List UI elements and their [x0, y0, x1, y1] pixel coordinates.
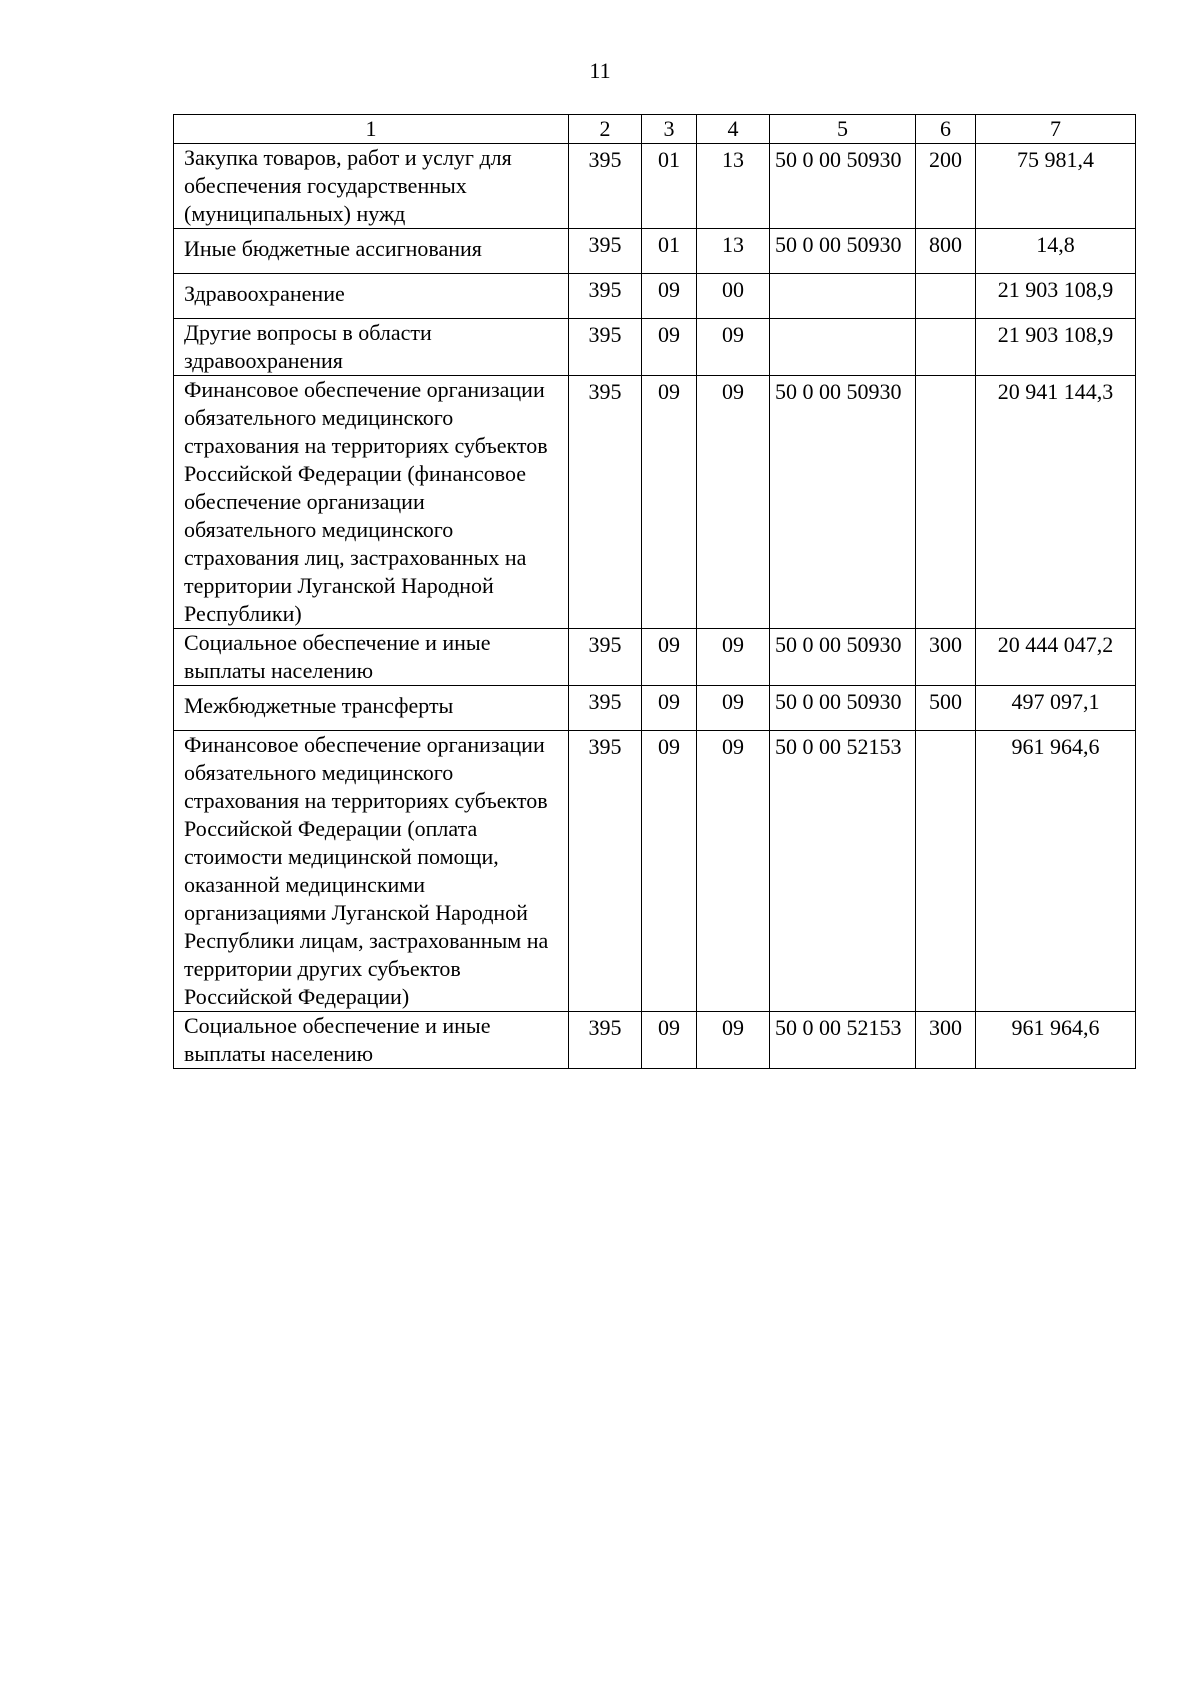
row-sum: 20 444 047,2 [976, 629, 1136, 686]
budget-table [173, 114, 1136, 1069]
row-csr: 50 0 00 52153 [770, 731, 916, 1012]
row-pr: 09 [697, 319, 770, 376]
column-header: 7 [976, 115, 1136, 144]
row-grbs: 395 [569, 274, 642, 319]
page-number: 11 [589, 58, 611, 83]
column-header: 3 [642, 115, 697, 144]
row-vr: 300 [916, 1012, 976, 1069]
row-csr: 50 0 00 50930 [770, 229, 916, 274]
row-vr [916, 376, 976, 629]
row-name: Межбюджетные трансферты [174, 686, 569, 731]
row-name: Социальное обеспечение и иные выплаты населению [174, 629, 569, 686]
row-rz: 09 [642, 686, 697, 731]
table-row [174, 731, 1136, 1012]
row-vr: 300 [916, 629, 976, 686]
row-pr: 00 [697, 274, 770, 319]
table-row [174, 229, 1136, 274]
column-header: 2 [569, 115, 642, 144]
table-row [174, 686, 1136, 731]
row-grbs: 395 [569, 144, 642, 229]
row-vr [916, 731, 976, 1012]
row-vr [916, 319, 976, 376]
row-name: Другие вопросы в области здравоохранения [174, 319, 569, 376]
column-header: 6 [916, 115, 976, 144]
row-vr [916, 274, 976, 319]
row-grbs: 395 [569, 686, 642, 731]
row-grbs: 395 [569, 319, 642, 376]
row-name: Финансовое обеспечение организации обязательного медицинского страхования на территориях субъектов Российской Федерации (оплата стоимости медицинской помощи, оказанной медицинскими организациями Луганской Народной Республики лицам, застрахованным на территории других субъектов Российской Федерации) [174, 731, 569, 1012]
column-header: 1 [174, 115, 569, 144]
table-row [174, 629, 1136, 686]
row-pr: 13 [697, 144, 770, 229]
row-rz: 01 [642, 144, 697, 229]
row-grbs: 395 [569, 229, 642, 274]
row-pr: 09 [697, 376, 770, 629]
table-row [174, 1012, 1136, 1069]
row-name: Здравоохранение [174, 274, 569, 319]
row-csr: 50 0 00 50930 [770, 686, 916, 731]
row-pr: 13 [697, 229, 770, 274]
table-header-row [174, 115, 1136, 144]
column-header: 5 [770, 115, 916, 144]
row-name: Закупка товаров, работ и услуг для обеспечения государственных (муниципальных) нужд [174, 144, 569, 229]
row-name: Социальное обеспечение и иные выплаты населению [174, 1012, 569, 1069]
row-grbs: 395 [569, 1012, 642, 1069]
table-row [174, 144, 1136, 229]
row-pr: 09 [697, 731, 770, 1012]
row-csr: 50 0 00 50930 [770, 629, 916, 686]
row-rz: 09 [642, 629, 697, 686]
row-rz: 09 [642, 274, 697, 319]
row-sum: 75 981,4 [976, 144, 1136, 229]
row-rz: 09 [642, 376, 697, 629]
row-sum: 20 941 144,3 [976, 376, 1136, 629]
row-rz: 09 [642, 1012, 697, 1069]
row-vr: 500 [916, 686, 976, 731]
table-row [174, 274, 1136, 319]
row-sum: 21 903 108,9 [976, 319, 1136, 376]
row-sum: 961 964,6 [976, 1012, 1136, 1069]
row-vr: 200 [916, 144, 976, 229]
row-pr: 09 [697, 686, 770, 731]
row-grbs: 395 [569, 376, 642, 629]
column-header: 4 [697, 115, 770, 144]
row-sum: 497 097,1 [976, 686, 1136, 731]
row-grbs: 395 [569, 731, 642, 1012]
table-row [174, 376, 1136, 629]
row-vr: 800 [916, 229, 976, 274]
table-row [174, 319, 1136, 376]
row-csr [770, 319, 916, 376]
row-name: Финансовое обеспечение организации обязательного медицинского страхования на территориях субъектов Российской Федерации (финансовое обеспечение организации обязательного медицинского страхования лиц, застрахованных на территории Луганской Народной Республики) [174, 376, 569, 629]
row-sum: 961 964,6 [976, 731, 1136, 1012]
row-sum: 14,8 [976, 229, 1136, 274]
row-pr: 09 [697, 1012, 770, 1069]
row-csr: 50 0 00 52153 [770, 1012, 916, 1069]
row-csr [770, 274, 916, 319]
row-sum: 21 903 108,9 [976, 274, 1136, 319]
row-pr: 09 [697, 629, 770, 686]
row-csr: 50 0 00 50930 [770, 144, 916, 229]
row-grbs: 395 [569, 629, 642, 686]
row-name: Иные бюджетные ассигнования [174, 229, 569, 274]
row-rz: 09 [642, 731, 697, 1012]
row-rz: 01 [642, 229, 697, 274]
row-csr: 50 0 00 50930 [770, 376, 916, 629]
row-rz: 09 [642, 319, 697, 376]
